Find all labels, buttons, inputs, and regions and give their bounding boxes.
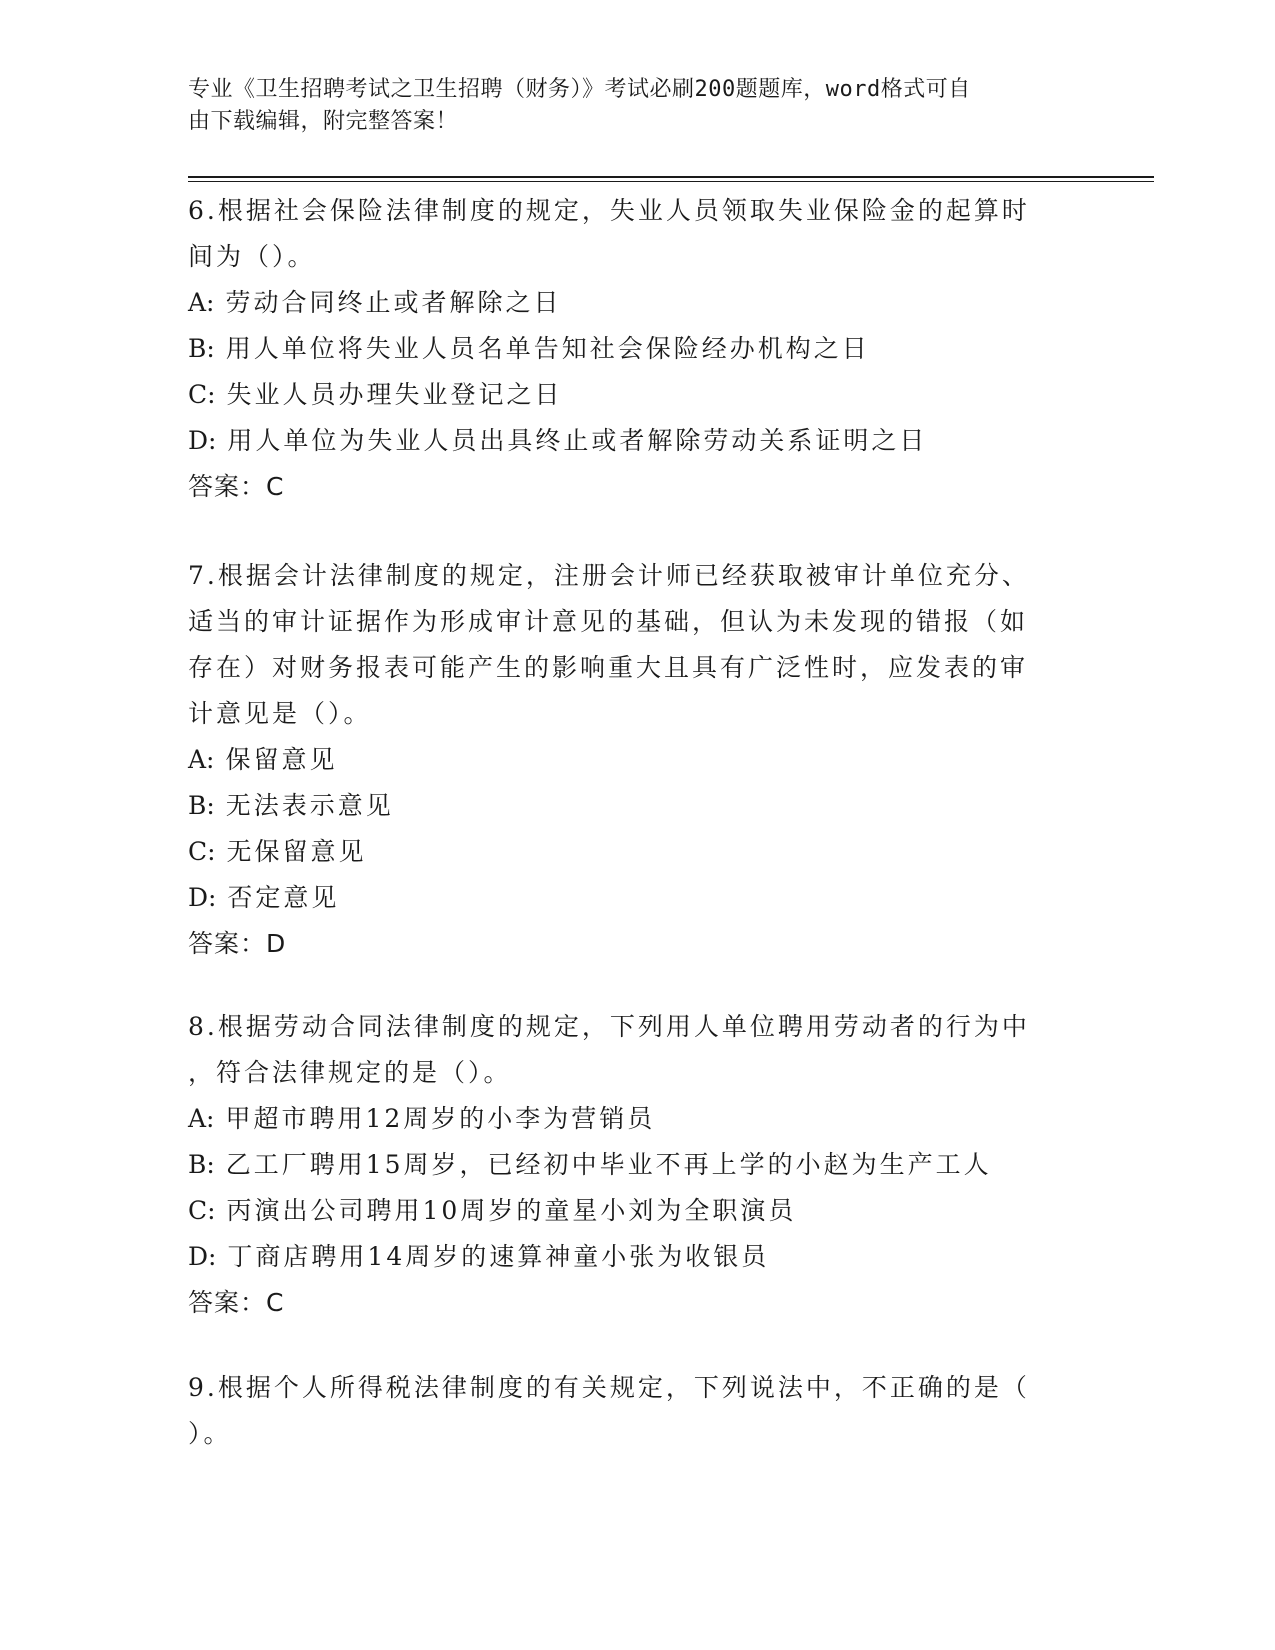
- option-text: 乙工厂聘用15周岁，已经初中毕业不再上学的小赵为生产工人: [225, 1150, 992, 1179]
- header-line-1: 专业《卫生招聘考试之卫生招聘（财务）》考试必刷200题题库，word格式可自: [188, 77, 971, 102]
- option-letter: C:: [188, 837, 216, 866]
- option-text: 用人单位将失业人员名单告知社会保险经办机构之日: [225, 334, 870, 363]
- question-text-line: 间为（）。: [188, 242, 316, 271]
- header-divider: [188, 176, 1154, 178]
- header-line-2: 由下载编辑，附完整答案！: [188, 109, 459, 134]
- option-letter: A:: [188, 745, 215, 774]
- question-text-line: ）。: [188, 1419, 232, 1448]
- option-text: 丁商店聘用14周岁的速算神童小张为收银员: [227, 1242, 770, 1271]
- question-text-line: 9.根据个人所得税法律制度的有关规定，下列说法中，不正确的是（: [188, 1373, 1030, 1402]
- option-letter: D:: [188, 426, 217, 455]
- question-text-line: 8.根据劳动合同法律制度的规定，下列用人单位聘用劳动者的行为中: [188, 1012, 1030, 1041]
- option-letter: B:: [188, 1150, 215, 1179]
- option-text: 无法表示意见: [225, 791, 394, 820]
- document-header: [188, 74, 1088, 138]
- question-text-line: ，符合法律规定的是（）。: [188, 1058, 512, 1087]
- answer-line: 答案：D: [188, 929, 287, 958]
- option-text: 否定意见: [227, 883, 340, 912]
- question-9: [188, 1365, 1058, 1457]
- question-text-line: 适当的审计证据作为形成审计意见的基础，但认为未发现的错报（如: [188, 607, 1029, 636]
- option-d: [188, 418, 1058, 464]
- option-b: [188, 326, 1058, 372]
- question-6: [188, 188, 1058, 510]
- option-letter: C:: [188, 380, 216, 409]
- option-a: [188, 1096, 1058, 1142]
- option-b: [188, 783, 1058, 829]
- question-7: [188, 553, 1058, 967]
- option-text: 无保留意见: [226, 837, 367, 866]
- option-d: [188, 1234, 1058, 1280]
- option-c: [188, 829, 1058, 875]
- answer-line: 答案：C: [188, 1288, 285, 1317]
- question-text-line: 存在）对财务报表可能产生的影响重大且具有广泛性时，应发表的审: [188, 653, 1029, 682]
- option-text: 失业人员办理失业登记之日: [226, 380, 563, 409]
- option-text: 保留意见: [225, 745, 338, 774]
- option-letter: B:: [188, 334, 215, 363]
- question-text-line: 计意见是（）。: [188, 699, 372, 728]
- option-letter: A:: [188, 288, 215, 317]
- option-b: [188, 1142, 1058, 1188]
- option-letter: C:: [188, 1196, 216, 1225]
- answer-line: 答案：C: [188, 472, 285, 501]
- option-a: [188, 737, 1058, 783]
- question-text-line: 7.根据会计法律制度的规定，注册会计师已经获取被审计单位充分、: [188, 561, 1030, 590]
- option-c: [188, 372, 1058, 418]
- option-letter: B:: [188, 791, 215, 820]
- option-letter: D:: [188, 883, 217, 912]
- option-c: [188, 1188, 1058, 1234]
- option-text: 劳动合同终止或者解除之日: [225, 288, 562, 317]
- option-letter: A:: [188, 1104, 215, 1133]
- option-letter: D:: [188, 1242, 217, 1271]
- question-8: [188, 1004, 1058, 1326]
- question-text-line: 6.根据社会保险法律制度的规定，失业人员领取失业保险金的起算时: [188, 196, 1030, 225]
- option-text: 甲超市聘用12周岁的小李为营销员: [225, 1104, 656, 1133]
- option-text: 丙演出公司聘用10周岁的童星小刘为全职演员: [226, 1196, 797, 1225]
- option-d: [188, 875, 1058, 921]
- option-a: [188, 280, 1058, 326]
- header-divider-thin: [188, 181, 1154, 182]
- option-text: 用人单位为失业人员出具终止或者解除劳动关系证明之日: [227, 426, 928, 455]
